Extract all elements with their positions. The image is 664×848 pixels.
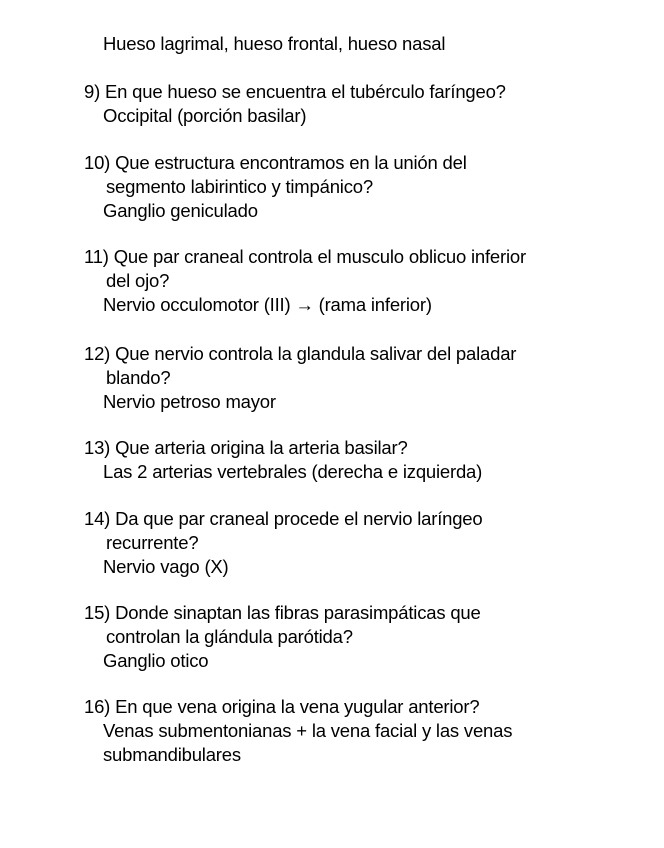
answer-line: Las 2 arterias vertebrales (derecha e izquierda)	[103, 461, 483, 482]
question-line: 11) Que par craneal controla el musculo oblicuo inferior	[84, 246, 526, 267]
answer-line: Hueso lagrimal, hueso frontal, hueso nasal	[103, 33, 446, 54]
question-line-continuation: del ojo?	[106, 270, 170, 291]
question-line: 15) Donde sinaptan las fibras parasimpáticas que	[84, 602, 481, 623]
question-line: 14) Da que par craneal procede el nervio laríngeo	[84, 508, 483, 529]
answer-line: Nervio occulomotor (III) → (rama inferior)	[103, 294, 432, 315]
answer-line: submandibulares	[103, 744, 241, 765]
question-line-continuation: segmento labirintico y timpánico?	[106, 176, 373, 197]
answer-line: Occipital (porción basilar)	[103, 105, 307, 126]
answer-line: Ganglio otico	[103, 650, 209, 671]
question-line: 16) En que vena origina la vena yugular anterior?	[84, 696, 480, 717]
question-line-continuation: controlan la glándula parótida?	[106, 626, 353, 647]
answer-line: Nervio vago (X)	[103, 556, 229, 577]
question-line: 12) Que nervio controla la glandula salivar del paladar	[84, 343, 517, 364]
answer-line: Nervio petroso mayor	[103, 391, 276, 412]
question-line-continuation: blando?	[106, 367, 171, 388]
question-line: 10) Que estructura encontramos en la unión del	[84, 152, 467, 173]
answer-line: Venas submentonianas + la vena facial y las venas	[103, 720, 513, 741]
question-line: 13) Que arteria origina la arteria basilar?	[84, 437, 408, 458]
answer-line: Ganglio geniculado	[103, 200, 258, 221]
question-line: 9) En que hueso se encuentra el tubérculo faríngeo?	[84, 81, 506, 102]
question-line-continuation: recurrente?	[106, 532, 199, 553]
